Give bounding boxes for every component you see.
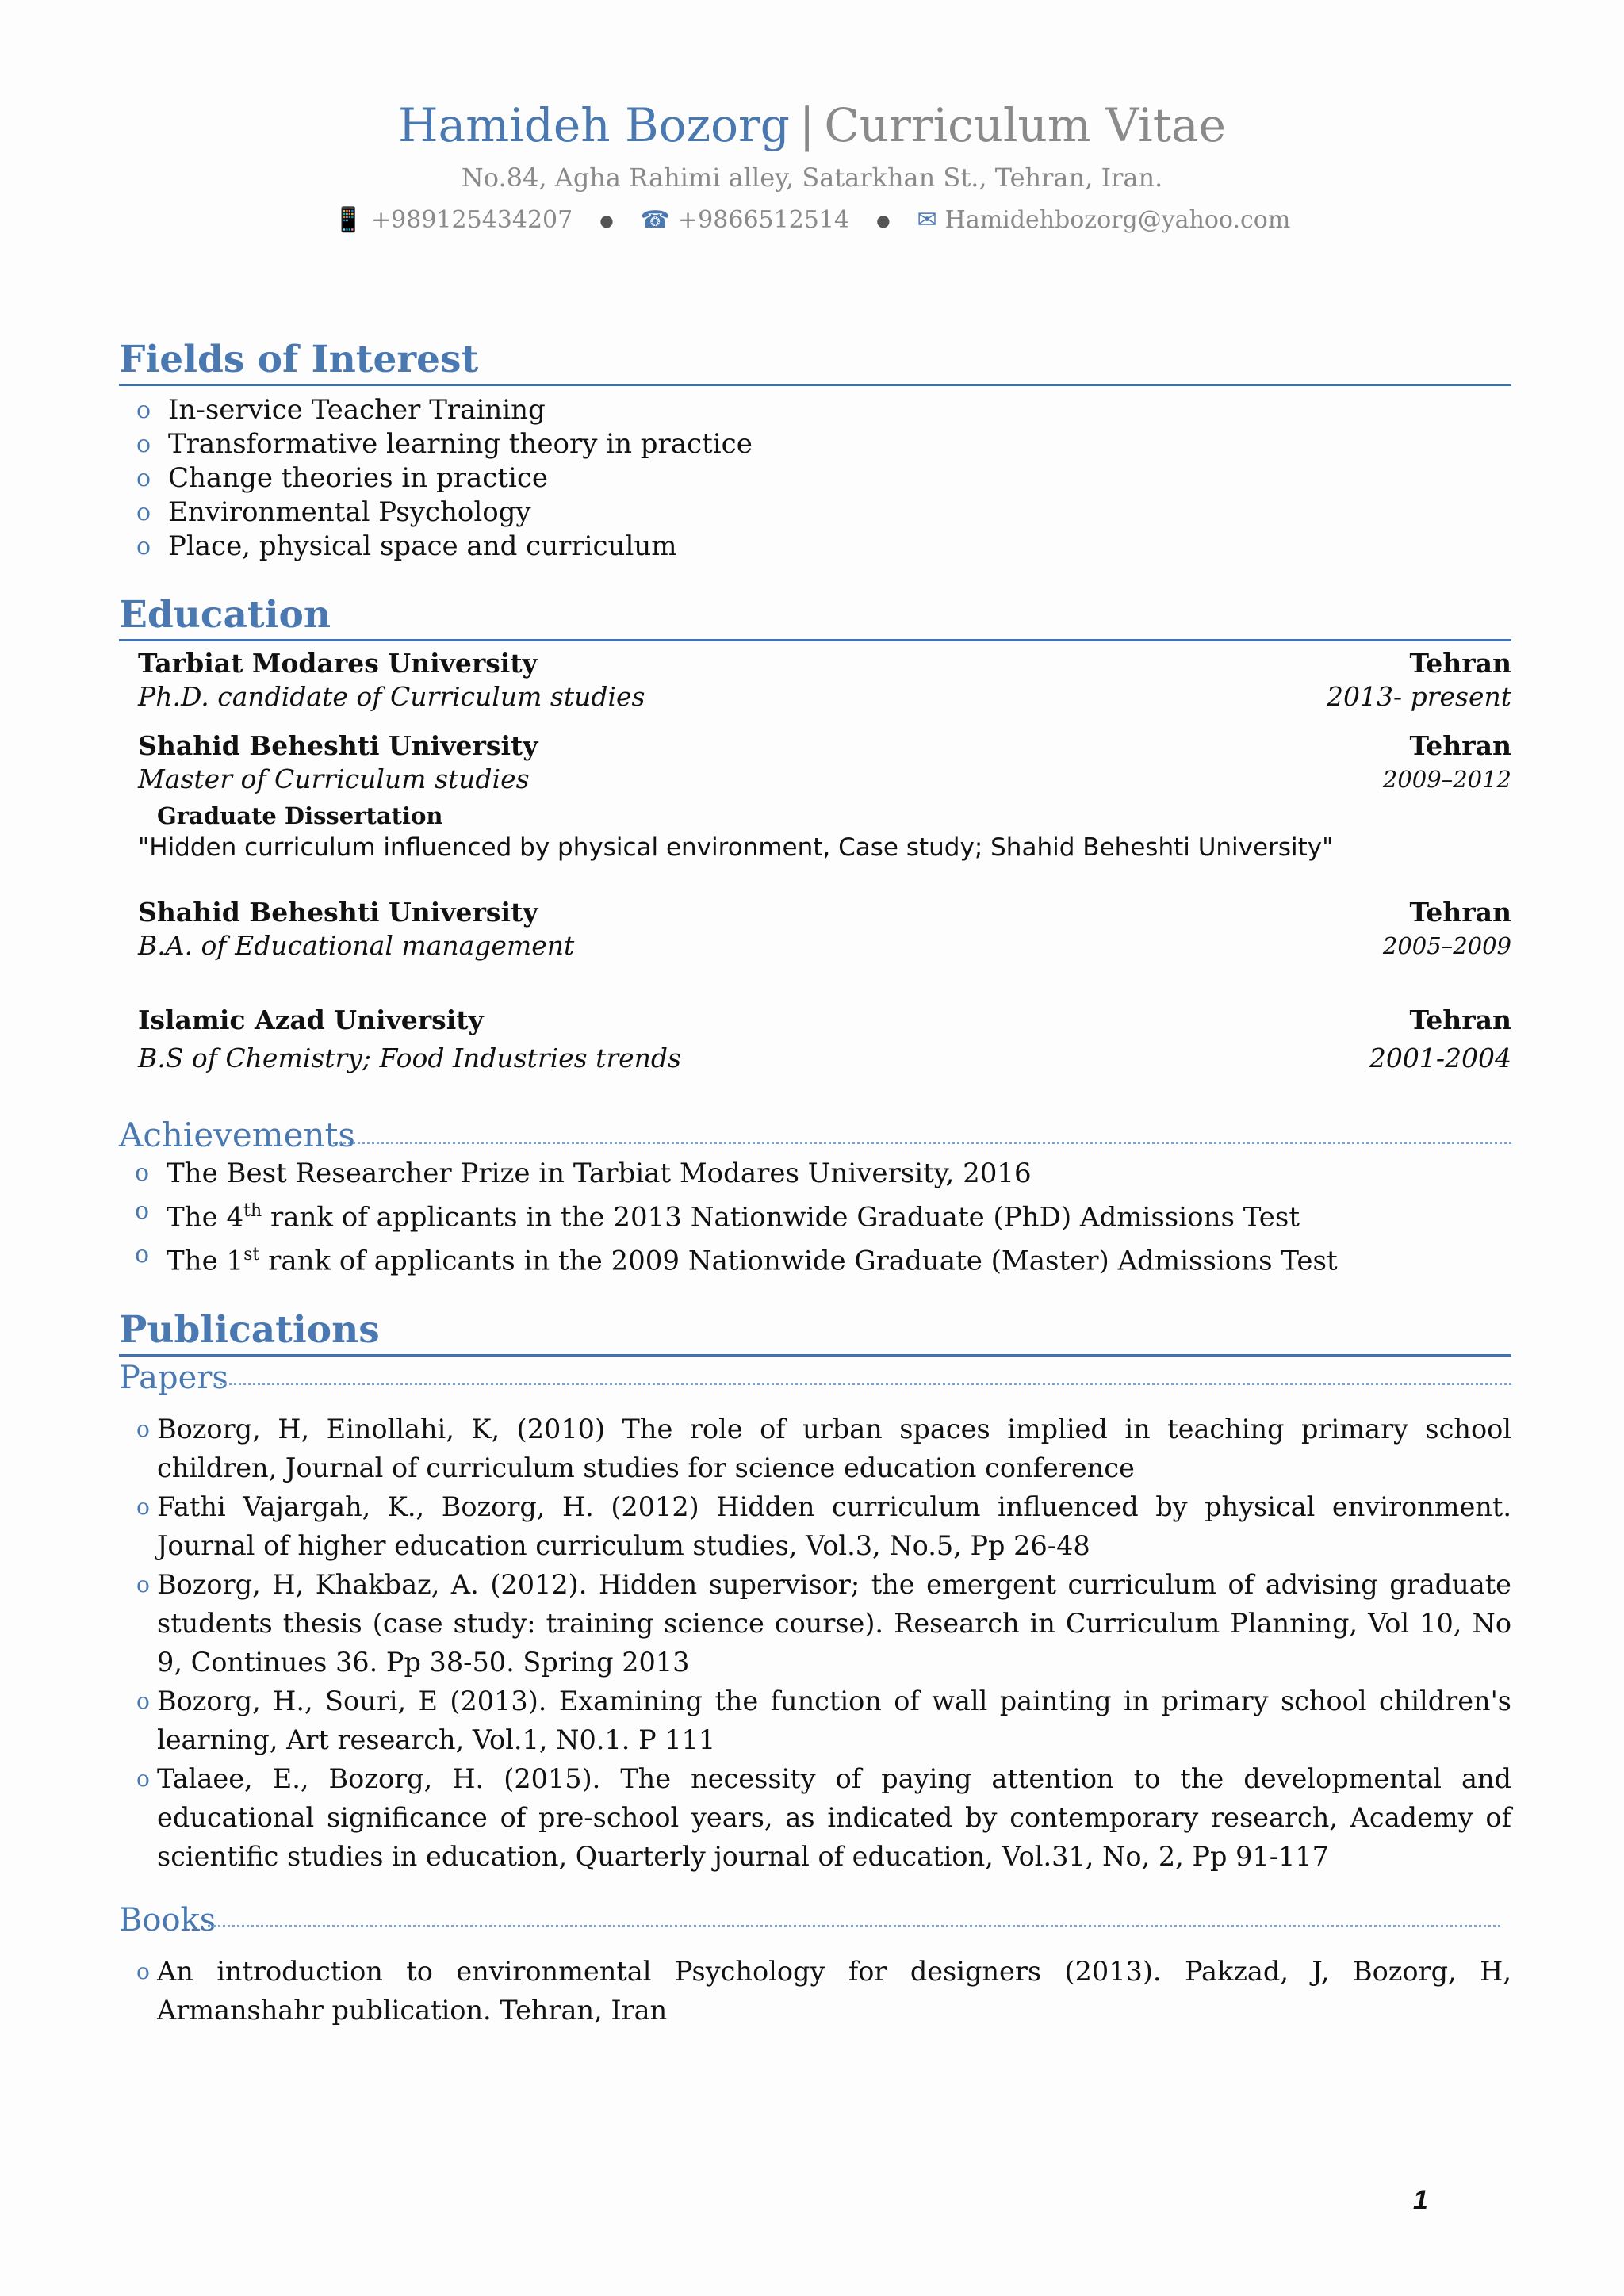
person-name: Hamideh Bozorg (398, 98, 790, 152)
telephone-icon: ☎ (640, 206, 671, 234)
bullet-circle-icon: o (136, 1688, 150, 1714)
paper-entry: o Bozorg, H, Khakbaz, A. (2012). Hidden supervisor; the emergent curriculum of advising graduate students thesis (case study: training science course). Research in Curriculum Planning, Vol 10, No 9, Continues 36. Pp 38-50. Spring 2013 (136, 1565, 1511, 1682)
list-item: o Change theories in practice (136, 462, 549, 494)
list-item: o Transformative learning theory in practice (136, 428, 753, 460)
list-item: o Place, physical space and curriculum (136, 530, 677, 562)
bullet-circle-icon: o (136, 1416, 150, 1442)
address: No.84, Agha Rahimi alley, Satarkhan St., Tehran, Iran. (461, 163, 1163, 193)
bullet-circle-icon: o (136, 430, 151, 458)
section-heading-achievements: Achievements (119, 1115, 355, 1154)
degree: B.A. of Educational management (138, 930, 575, 961)
dissertation-label: Graduate Dissertation (157, 802, 443, 829)
dot-separator: ● (599, 211, 614, 230)
school-city: Tehran (1409, 897, 1511, 928)
education-degree-row (138, 763, 1511, 796)
page-number: 1 (1413, 2185, 1428, 2215)
education-school-row (138, 1004, 1511, 1037)
list-item: o The 4th rank of applicants in the 2013 Nationwide Graduate (PhD) Admissions Test (135, 1192, 1510, 1236)
mobile-contact (334, 205, 573, 236)
contact-line (0, 205, 1624, 236)
education-school-row (138, 729, 1511, 763)
bullet-circle-icon: o (136, 1958, 150, 1984)
cv-header (0, 97, 1624, 236)
bullet-circle-icon: o (136, 499, 151, 526)
bullet-circle-icon: o (135, 1197, 150, 1225)
school-city: Tehran (1409, 1004, 1511, 1035)
mobile-number: +989125434207 (371, 206, 573, 234)
book-entry: o An introduction to environmental Psychology for designers (2013). Pakzad, J, Bozorg, H, Armanshahr publication. Tehran, Iran (136, 1952, 1511, 2030)
dot-separator: ● (876, 211, 891, 230)
section-heading-publications: Publications (119, 1308, 1511, 1357)
dotted-rule (333, 1142, 1511, 1144)
title-separator: | (799, 98, 815, 152)
education-school-row (138, 647, 1511, 680)
subsection-heading-books: Books (119, 1902, 216, 1938)
school-name: Tarbiat Modares University (138, 648, 538, 679)
bullet-circle-icon: o (136, 1571, 150, 1598)
education-degree-row (138, 929, 1511, 962)
dotted-rule (214, 1383, 1511, 1385)
bullet-circle-icon: o (136, 533, 151, 561)
degree-years: 2005–2009 (1382, 932, 1511, 959)
dissertation-label-row (157, 799, 1530, 832)
bullet-circle-icon: o (136, 1494, 150, 1520)
document-title: Curriculum Vitae (824, 98, 1226, 152)
paper-entry: o Talaee, E., Bozorg, H. (2015). The necessity of paying attention to the developmental and educational significance of pre-school years, as indicated by contemporary research, Academy of scientific studies in education, Quarterly journal of education, Vol.31, No, 2, Pp 91-117 (136, 1759, 1511, 1876)
list-item: o In-service Teacher Training (136, 394, 546, 426)
envelope-icon: ✉ (917, 206, 937, 234)
education-school-row (138, 896, 1511, 929)
school-name: Shahid Beheshti University (138, 730, 538, 761)
dotted-rule (208, 1925, 1500, 1927)
degree-years: 2013- present (1326, 681, 1511, 712)
bullet-circle-icon: o (136, 465, 151, 492)
paper-entry: o Bozorg, H, Einollahi, K, (2010) The role of urban spaces implied in teaching primary school children, Journal of curriculum studies for science education conference (136, 1410, 1511, 1487)
interests-list (136, 393, 1511, 564)
bullet-circle-icon: o (135, 1241, 150, 1269)
name-line (0, 97, 1624, 154)
bullet-circle-icon: o (136, 396, 151, 424)
subsection-heading-papers: Papers (119, 1360, 228, 1396)
degree: B.S of Chemistry; Food Industries trends (138, 1043, 681, 1073)
email-contact[interactable] (917, 205, 1291, 236)
degree-years: 2001-2004 (1369, 1043, 1511, 1073)
achievements-list (135, 1154, 1510, 1280)
section-heading-education: Education (119, 593, 1511, 641)
degree-years: 2009–2012 (1382, 766, 1511, 793)
phone-contact (641, 205, 849, 236)
dissertation-title: "Hidden curriculum influenced by physical environment, Case study; Shahid Beheshti University" (138, 833, 1334, 862)
section-heading-interests: Fields of Interest (119, 338, 1511, 386)
mobile-phone-icon: 📱 (333, 206, 364, 234)
school-name: Islamic Azad University (138, 1004, 484, 1035)
email-address[interactable]: Hamidehbozorg@yahoo.com (944, 206, 1291, 234)
bullet-circle-icon: o (135, 1159, 150, 1187)
paper-entry: o Fathi Vajargah, K., Bozorg, H. (2012) Hidden curriculum influenced by physical environment. Journal of higher education curriculum studies, Vol.3, No.5, Pp 26-48 (136, 1487, 1511, 1565)
paper-entry: o Bozorg, H., Souri, E (2013). Examining the function of wall painting in primary school children's learning, Art research, Vol.1, N0.1. P 111 (136, 1682, 1511, 1759)
school-city: Tehran (1409, 730, 1511, 761)
list-item: o The 1st rank of applicants in the 2009 Nationwide Graduate (Master) Admissions Test (135, 1236, 1510, 1280)
school-city: Tehran (1409, 648, 1511, 679)
phone-number: +9866512514 (678, 206, 850, 234)
dissertation-row (138, 831, 1511, 864)
education-degree-row (138, 680, 1511, 714)
education-degree-row (138, 1042, 1511, 1075)
list-item: o The Best Researcher Prize in Tarbiat Modares University, 2016 (135, 1154, 1510, 1192)
degree: Ph.D. candidate of Curriculum studies (138, 681, 645, 712)
bullet-circle-icon: o (136, 1766, 150, 1792)
list-item: o Environmental Psychology (136, 496, 531, 528)
school-name: Shahid Beheshti University (138, 897, 538, 928)
degree: Master of Curriculum studies (138, 763, 530, 794)
